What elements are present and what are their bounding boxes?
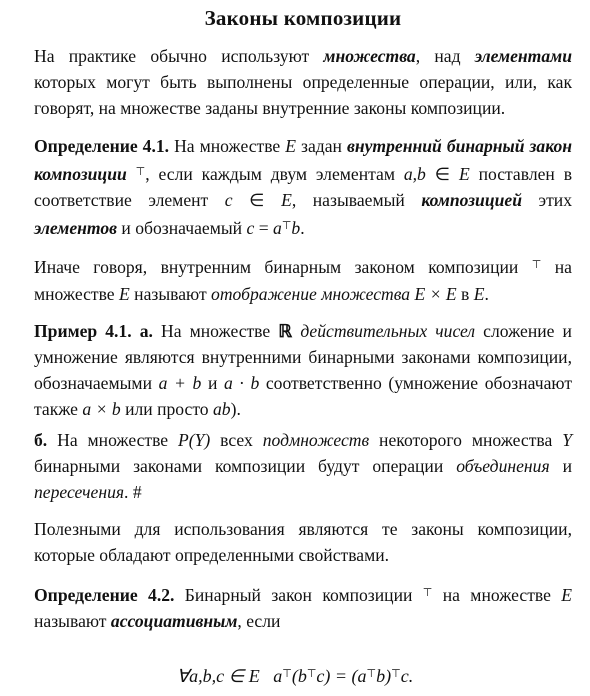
top-symbol: ⊤	[135, 165, 146, 178]
text: которых могут быть выполнены определенные операции, или, как говорят, на множестве заданы внутренние законы композиции.	[34, 72, 572, 119]
math-set-reals: ℝ	[278, 320, 293, 341]
text: некоторого множества	[369, 429, 563, 450]
text: На множестве	[152, 320, 279, 341]
text: На множестве	[47, 429, 179, 450]
text: .	[300, 218, 305, 239]
term-mapping: отображение множества	[211, 283, 411, 304]
text: поставлен в соответствие элемент	[34, 163, 573, 211]
text: На множестве	[169, 135, 286, 156]
math-expr: (b	[291, 666, 307, 686]
text: , над	[415, 46, 475, 66]
math-var: c	[224, 190, 233, 211]
math-var: E	[473, 283, 485, 304]
math-var: E	[119, 283, 130, 304]
term-elements: элементами	[474, 46, 572, 66]
text: Иначе говоря, внутренним бинарным законом композиции	[34, 257, 532, 278]
text: На практике обычно используют	[34, 46, 324, 66]
paragraph-properties: Полезными для использования являются те законы композиции, которые обладают определенными свойствами.	[34, 519, 572, 566]
term-elements: элементов	[34, 218, 118, 239]
associativity-formula	[0, 666, 590, 687]
definition-4-1	[34, 133, 572, 242]
term-intersection: пересечения	[34, 482, 125, 503]
math-var: E	[281, 190, 292, 211]
top-symbol: ⊤	[422, 586, 433, 599]
text: .	[484, 283, 489, 304]
text: этих	[521, 190, 572, 211]
text: называют	[34, 610, 111, 631]
text: в	[456, 283, 474, 304]
text: всех	[210, 429, 263, 450]
example-heading: б.	[34, 429, 48, 450]
math-var: E	[561, 584, 573, 605]
text: сложение и умножение являются внутренними бинарными законами композиции, обозначаемыми	[34, 320, 572, 394]
text: на множестве	[432, 584, 562, 605]
top-symbol: ⊤	[366, 668, 377, 680]
math-var: Y	[562, 429, 572, 450]
term-union: объединения	[456, 455, 550, 476]
definition-heading: Определение 4.2.	[34, 584, 175, 605]
term-associative: ассоциативным	[110, 610, 238, 631]
math-var: E	[285, 135, 296, 156]
text: ).	[230, 399, 241, 420]
math-expr: b)	[376, 666, 392, 686]
text: и	[201, 373, 224, 394]
top-symbol: ⊤	[306, 668, 317, 680]
example-4-1-a	[34, 318, 572, 423]
math-expr: a	[273, 666, 283, 686]
term-real-numbers: действительных чисел	[300, 320, 476, 341]
text: соответственно (умножение обозначают также	[34, 373, 573, 420]
text: и обозначаемый	[117, 218, 247, 239]
math-op: ∈	[232, 190, 282, 211]
math-var: b	[291, 218, 301, 239]
math-var: c	[246, 218, 255, 239]
math-op: =	[254, 218, 274, 239]
math-expr: c) = (a	[316, 666, 367, 686]
text: , если каждым двум элементам	[145, 163, 404, 184]
math-var: E	[458, 163, 470, 184]
text: называют	[129, 283, 212, 304]
text: . #	[124, 482, 142, 503]
math-expr: a × b	[82, 399, 121, 420]
text: и	[549, 455, 572, 476]
space	[260, 666, 274, 686]
example-heading: Пример 4.1. а.	[34, 320, 153, 341]
text: бинарными законами композиции будут операции	[34, 455, 457, 476]
top-symbol: ⊤	[531, 259, 542, 272]
term-internal-law: внутренний бинарный закон композиции	[34, 135, 573, 184]
math-expr: ab	[213, 399, 231, 420]
definition-4-2	[34, 580, 572, 634]
math-expr: c.	[400, 666, 414, 686]
math-var: a	[273, 218, 282, 239]
math-expr: P(Y)	[178, 429, 211, 450]
term-composition: композицией	[421, 190, 522, 211]
example-4-1-b	[34, 427, 572, 506]
text: задан	[296, 135, 347, 156]
math-expr: a · b	[224, 373, 260, 394]
paragraph-intro	[34, 43, 572, 122]
term-sets: множества	[323, 46, 416, 66]
text: , называемый	[291, 190, 422, 211]
top-symbol: ⊤	[391, 668, 401, 680]
text: Бинарный закон композиции	[174, 584, 423, 605]
paragraph-mapping	[34, 252, 572, 306]
top-symbol: ⊤	[281, 220, 292, 233]
math-expr: a + b	[158, 373, 202, 394]
text: , если	[237, 610, 281, 631]
math-quantifier: ∀a,b,c ∈ E	[176, 666, 260, 686]
math-expr: E × E	[414, 283, 457, 304]
text: на множестве	[34, 257, 572, 304]
math-op: ∈	[425, 163, 459, 184]
term-subsets: подмножеств	[262, 429, 370, 450]
definition-heading: Определение 4.1.	[34, 135, 170, 156]
math-var: a,b	[403, 163, 426, 184]
text: или просто	[120, 399, 213, 420]
top-symbol: ⊤	[282, 668, 292, 680]
section-title: Законы композиции	[204, 6, 402, 30]
